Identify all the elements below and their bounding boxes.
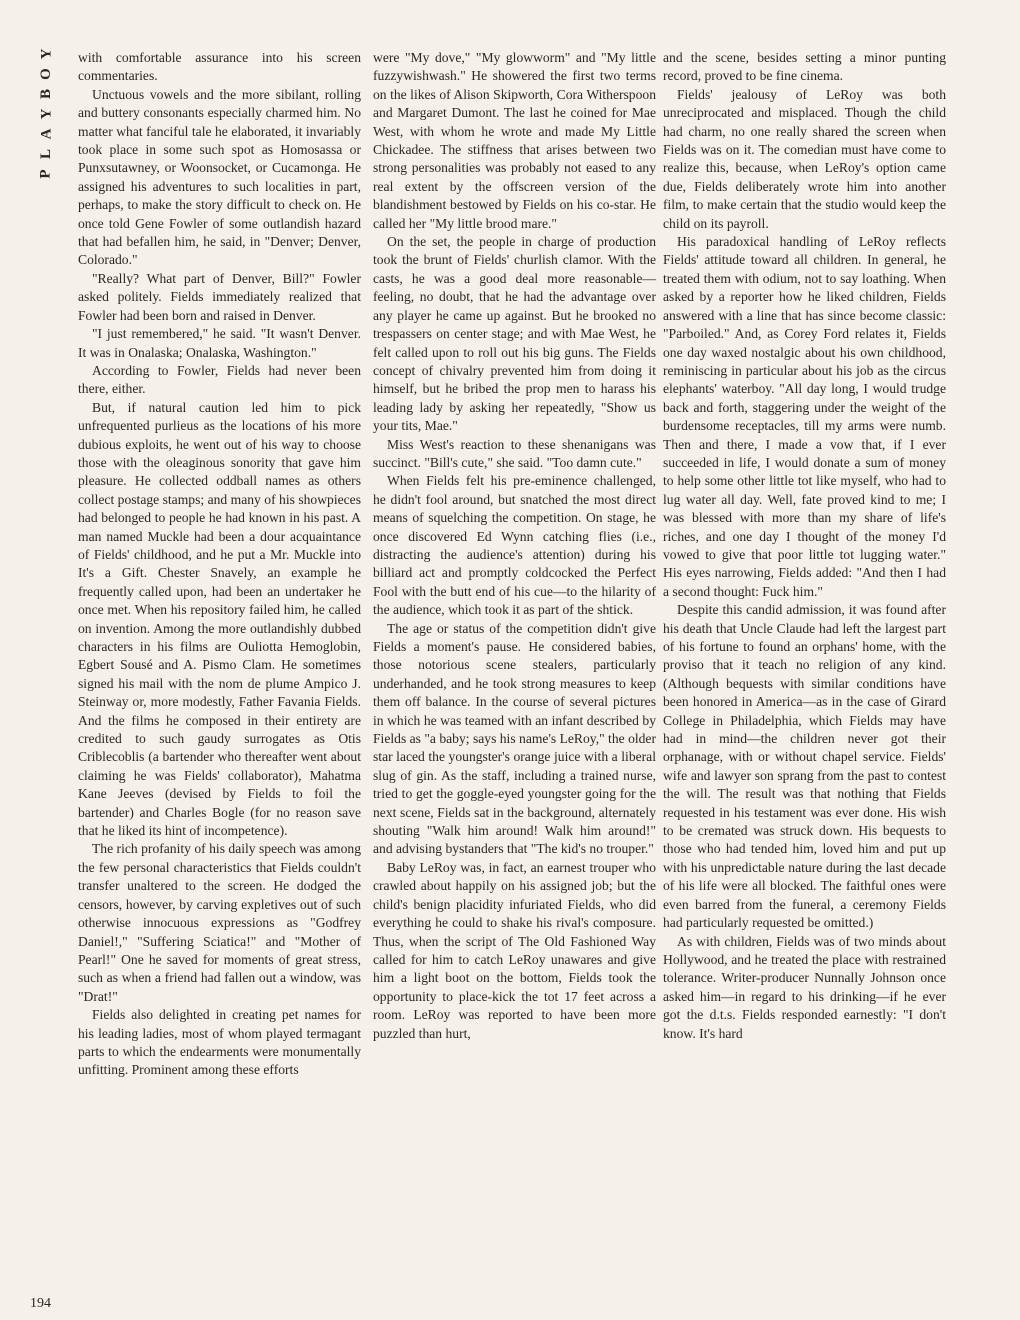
- masthead-letter: Y: [38, 108, 54, 120]
- paragraph: As with children, Fields was of two minds about Hollywood, and he treated the place with restrained tolerance. Writer-producer Nunnally Johnson once asked him—in regard to his drinking—if he ever got the d.t.s. Fields responded earnestly: "I don't know. It's hard: [663, 933, 946, 1041]
- paragraph: were "My dove," "My glowworm" and "My little fuzzywishwash." He showered the first two terms on the likes of Alison Skipworth, Cora Witherspoon and Margaret Dumont. The last he coined for Mae West, with whom he wrote and made My Little Chickadee. The stiffness that arises between two strong personalities was probably not eased to any real extent by the offscreen version of the blandishment bestowed by Fields on his co-star. He called her "My little brood mare.": [373, 50, 656, 231]
- masthead-letter: B: [37, 88, 54, 100]
- paragraph: Baby LeRoy was, in fact, an earnest trouper who crawled about happily on his assigned job; but the child's benign placidity infuriated Fields, who did everything he could to shake his rival's composure. Thus, when the script of The Old Fashioned Way called for him to catch LeRoy unawares and give him a light boot on the bottom, Fields took the opportunity to place-kick the tot 17 feet across a room. LeRoy was reported to have been more puzzled than hurt,: [373, 859, 656, 1041]
- paragraph: The age or status of the competition didn't give Fields a moment's pause. He considered babies, those notorious scene stealers, particularly underhanded, and he took strong measures to keep them off balance. In the course of several pictures in which he was teamed with an infant described by Fields as "a baby; says his name's LeRoy," the older star laced the youngster's orange juice with a liberal slug of gin. As the staff, including a trained nurse, tried to get the goggle-eyed youngster going for the next scene, Fields sat in the background, alternately shouting "Walk him around! Walk him around!" and advising bystanders that "The kid's no trouper.": [373, 620, 656, 857]
- paragraph: When Fields felt his pre-eminence challenged, he didn't fool around, but snatched the most direct means of squelching the competition. On stage, he once discovered Ed Wynn catching flies (i.e., distracting the audience's attention) during his billiard act and promptly coldcocked the Perfect Fool with the butt end of his cue—to the hilarity of the audience, which took it as part of the shtick.: [373, 473, 656, 618]
- paragraph: But, if natural caution led him to pick unfrequented purlieus as the locations of his more dubious exploits, he went out of his way to choose those with the oleaginous sonority that gave him pleasure. He collected oddball names as others collect postage stamps; and many of his showpieces had belonged to people he had known in his past. A man named Muckle had been a dour acquaintance of Fields' childhood, and he put a Mr. Muckle into It's a Gift. Chester Snavely, an example he frequently called upon, had been an undertaker he once met. When his repository failed him, he called on invention. Among the more outlandishly dubbed characters in his films are Ouliotta Hemoglobin, Egbert Sousé and A. Pismo Clam. He sometimes signed his mail with the nom de plume Ampico J. Steinway or, more modestly, Father Favania Fields. And the films he composed in their entirety are credited to such gaudy surrogates as Otis Criblecoblis (a bartender who thereafter went about claiming he was Fields' collaborator), Mahatma Kane Jeeves (devised by Fields to foil the bartender) and Charles Bogle (for no reason save that he liked its hint of incompetence).: [78, 399, 361, 839]
- text-column-3: [663, 49, 946, 1043]
- masthead-letter: O: [37, 68, 54, 80]
- paragraph: Unctuous vowels and the more sibilant, rolling and buttery consonants especially charmed him. No matter what fanciful tale he elaborated, it invariably took place in some such spot as Homosassa or Punxsutawney, or Woonsocket, or Cucamonga. He assigned his adventures to such localities in part, perhaps, to make the story difficult to check on. He once told Gene Fowler of some outlandish hazard that had befallen him, he said, in "Denver; Denver, Colorado.": [78, 86, 361, 268]
- paragraph: Fields' jealousy of LeRoy was both unreciprocated and misplaced. Though the child had charm, no one really shared the screen when Fields was on it. The comedian must have come to realize this, because, when LeRoy's option came due, Fields deliberately wrote him into another film, to make certain that the studio would keep the child on its payroll.: [663, 86, 946, 231]
- paragraph: Miss West's reaction to these shenanigans was succinct. "Bill's cute," she said. "Too damn cute.": [373, 436, 656, 470]
- paragraph: "Really? What part of Denver, Bill?" Fowler asked politely. Fields immediately realized that Fowler had been born and raised in Denver.: [78, 270, 361, 323]
- paragraph: "I just remembered," he said. "It wasn't Denver. It was in Onalaska; Onalaska, Washington.": [78, 326, 361, 360]
- page-number: 194: [30, 1296, 51, 1311]
- magazine-masthead: [28, 44, 64, 184]
- masthead-letter: A: [38, 128, 54, 140]
- masthead-letter: Y: [38, 48, 54, 60]
- paragraph: His paradoxical handling of LeRoy reflects Fields' attitude toward all children. In general, he treated them with odium, not to say loathing. When asked by a reporter how he liked children, Fields answered with a line that has since become classic: "Parboiled." And, as Corey Ford relates it, Fields one day waxed nostalgic about his own childhood, reminiscing in particular about his job as the circus elephants' waterboy. "All day long, I would trudge back and forth, staggering under the weight of the burdensome receptacles, till my arms were numb. Then and there, I made a vow that, if I ever succeeded in life, I would donate a sum of money to help some other little tot like myself, who had to lug water all day. Well, fate proved kind to me; I was blessed with more than my share of life's riches, and one day I thought of the money I'd vowed to give that poor little tot lugging water." His eyes narrowing, Fields added: "And then I had a second thought: Fuck him.": [663, 234, 946, 599]
- masthead-letter: L: [37, 148, 54, 160]
- paragraph: On the set, the people in charge of production took the brunt of Fields' churlish clamor. With the casts, he was a good deal more reasonable—feeling, no doubt, that he had the advantage over any player he came up against. But he brooked no trespassers on center stage; and with Mae West, he felt called upon to roll out his big guns. The Fields concept of chivalry prevented him from doing it himself, but he bribed the prop men to harass his leading lady by asking her repeatedly, "Show us your tits, Mae.": [373, 234, 656, 434]
- masthead-letter: P: [37, 169, 54, 179]
- paragraph: Fields also delighted in creating pet names for his leading ladies, most of whom played termagant parts to which the endearments were monumentally unfitting. Prominent among these efforts: [78, 1007, 361, 1078]
- paragraph: Despite this candid admission, it was found after his death that Uncle Claude had left the largest part of his fortune to found an orphans' home, with the proviso that it teach no religion of any kind. (Although bequests with similar conditions have been honored in America—as in the case of Girard College in Philadelphia, which Fields may have had in mind—the children never got their orphanage, with or without chapel service. Fields' wife and lawyer son sprang from the past to contest the will. The result was that nothing that Fields requested in his testament was ever done. His wish to be cremated was struck down. His bequests to those who had tended him, loved him and put up with his unpredictable nature during the last decade of his life were all blocked. The faithful ones were even barred from the funeral, a ceremony Fields had particularly requested be omitted.): [663, 602, 946, 931]
- text-column-2: [373, 49, 656, 1043]
- paragraph: The rich profanity of his daily speech was among the few personal characteristics that Fields couldn't transfer unaltered to the screen. He dodged the censors, however, by carving expletives out of such otherwise innocuous expressions as "Godfrey Daniel!," "Suffering Sciatica!" and "Mother of Pearl!" One he saved for moments of great stress, such as when a friend had fallen out a window, was "Drat!": [78, 841, 361, 1004]
- paragraph: and the scene, besides setting a minor punting record, proved to be fine cinema.: [663, 50, 946, 84]
- paragraph: According to Fowler, Fields had never been there, either.: [78, 362, 361, 397]
- text-column-1: [78, 49, 361, 1080]
- paragraph: with comfortable assurance into his screen commentaries.: [78, 50, 361, 84]
